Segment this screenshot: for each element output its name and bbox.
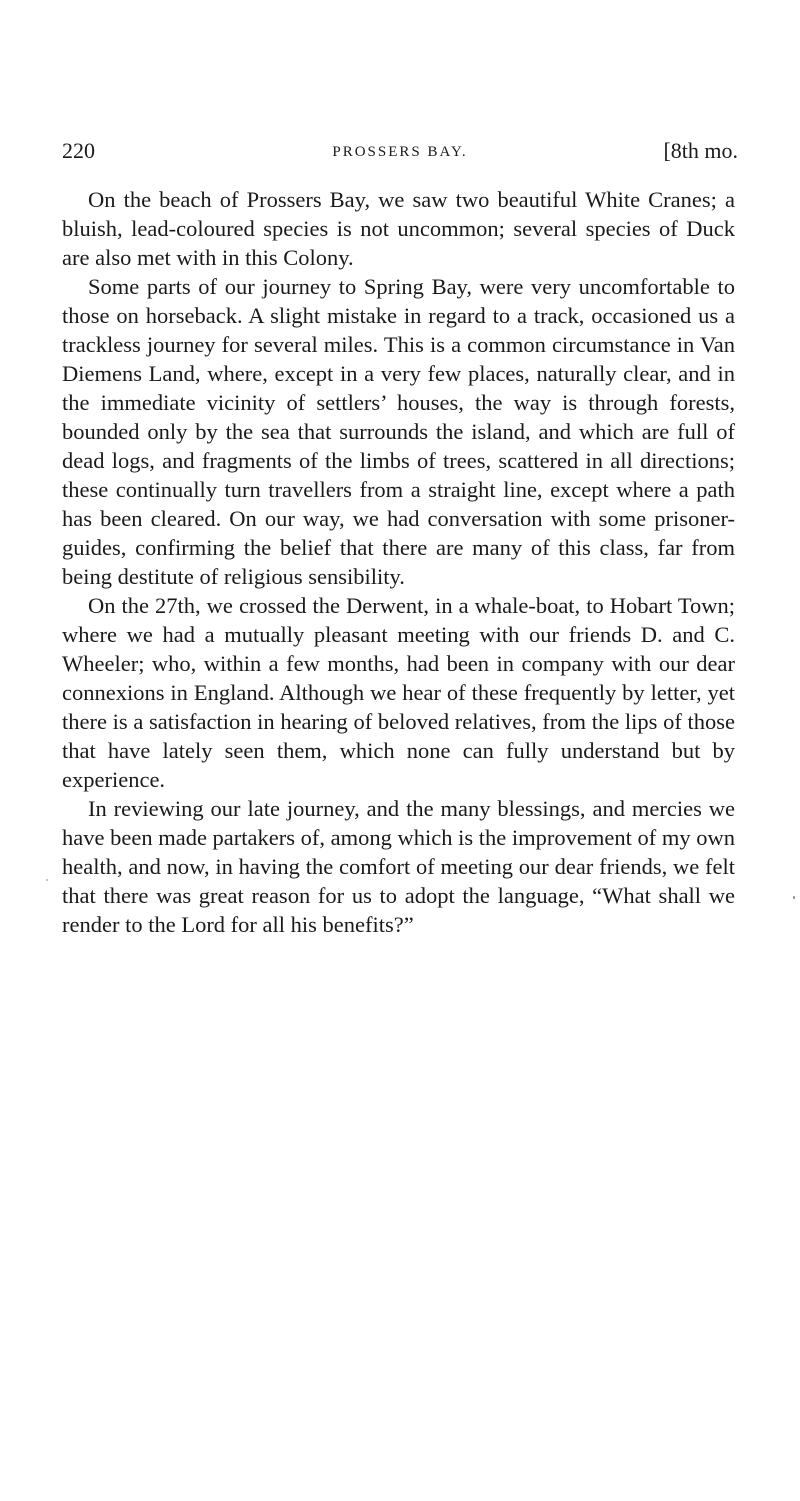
- paragraph-hobart-town: On the 27th, we crossed the Derwent, in a whale-boat, to Hobart Town; where we had a mutually pleasant meeting with our friends D. and C. Wheeler; who, within a few months, had been in company with our dear connexions in England. Although we hear of these frequently by letter, yet there is a satisfaction in hearing of beloved relatives, from the lips of those that have lately seen them, which none can fully understand but by experience.: [62, 593, 735, 792]
- paragraph-journey-spring-bay: Some parts of our journey to Spring Bay, were very uncomfortable to those on horseback. A slight mistake in regard to a track, occasioned us a trackless journey for several miles. This is a common circumstance in Van Diemens Land, where, except in a very few places, naturally clear, and in the immediate vicinity of settlers’ houses, the way is through forests, bounded only by the sea that surrounds the island, and which are full of dead logs, and fragments of the limbs of trees, scattered in all directions; these continually turn travellers from a straight line, except where a path has been cleared. On our way, we had conversation with some prisoner-guides, confirming the belief that there are many of this class, far from being destitute of religious sensibility.: [62, 274, 735, 589]
- running-head-date: [8th mo.: [663, 138, 738, 163]
- running-title: PROSSERS BAY.: [332, 144, 468, 160]
- page-number: 220: [62, 138, 95, 163]
- paragraph-cranes: On the beach of Prossers Bay, we saw two beautiful White Cranes; a bluish, lead-coloured species is not uncommon; several species of Duck are also met with in this Colony.: [62, 187, 735, 270]
- paragraph-reflection: In reviewing our late journey, and the many blessings, and mercies we have been made partakers of, among which is the improvement of my own health, and now, in having the comfort of meeting our dear friends, we felt that there was great reason for us to adopt the language, “What shall we render to the Lord for all his benefits?”: [62, 796, 735, 937]
- paper-speck: [793, 896, 795, 899]
- paper-speck: [46, 879, 48, 881]
- running-head: [62, 135, 738, 167]
- body-text: [62, 185, 735, 939]
